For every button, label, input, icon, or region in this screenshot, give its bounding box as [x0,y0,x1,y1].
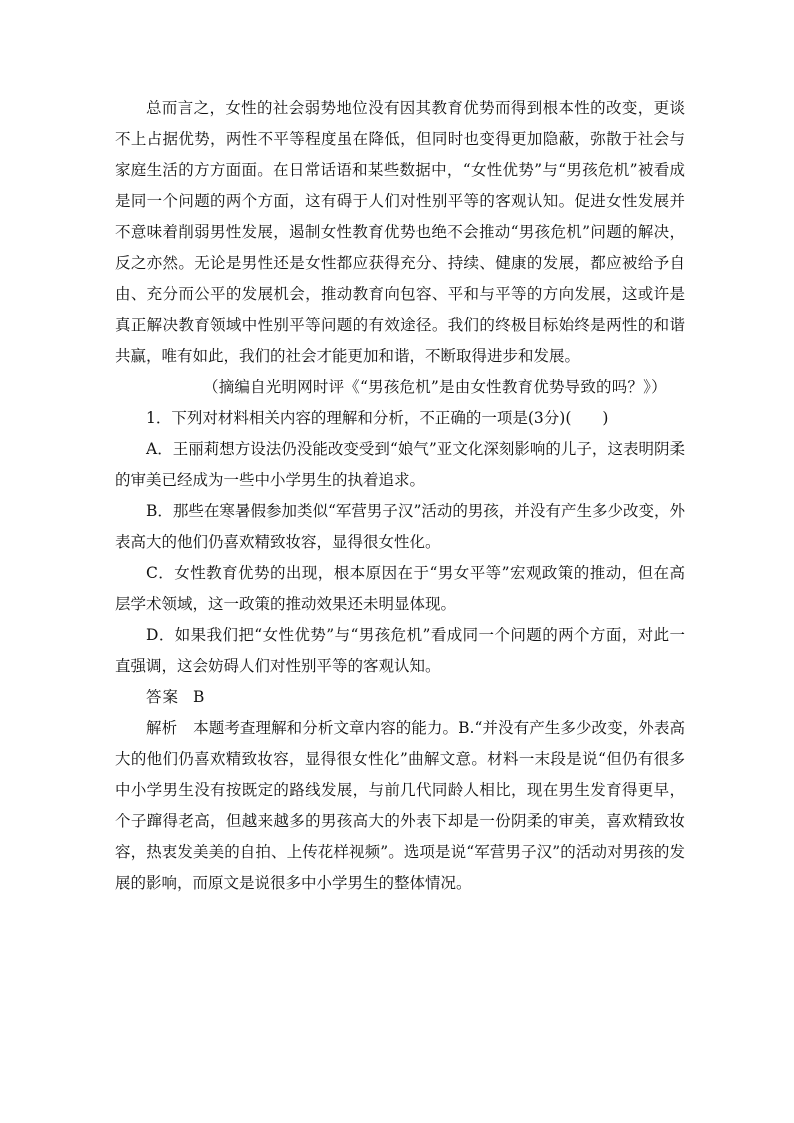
option-c: C．女性教育优势的出现，根本原因在于“男女平等”宏观政策的推动，但在高层学术领域，这一政策的推动效果还未明显体现。 [115,564,685,613]
analysis-text: 本题考查理解和分析文章内容的能力。B.“并没有产生多少改变，外表高大的他们仍喜欢精致妆容，显得很女性化”曲解文意。材料一末段是说“但仍有很多中小学男生没有按既定的路线发展，与前几代同龄人相比，现在男生发育得更早，个子蹿得老高，但越来越多的男孩高大的外表下却是一份阴柔的审美，喜欢精致妆容，热衷发美美的自拍、上传花样视频”。选项是说“军营男子汉”的活动对男孩的发展的影响，而原文是说很多中小学男生的整体情况。 [115,719,685,892]
analysis-label: 解析 [146,719,178,737]
question-stem: 1．下列对材料相关内容的理解和分析，不正确的一项是(3分)( ) [146,409,609,427]
option-b: B．那些在寒暑假参加类似“军营男子汉”活动的男孩，并没有产生多少改变，外表高大的他们仍喜欢精致妆容，显得很女性化。 [115,502,685,551]
passage-paragraph: 总而言之，女性的社会弱势地位没有因其教育优势而得到根本性的改变，更谈不上占据优势，两性不平等程度虽在降低，但同时也变得更加隐蔽，弥散于社会与家庭生活的方方面面。在日常话语和某些数据中，“女性优势”与“男孩危机”被看成是同一个问题的两个方面，这有碍于人们对性别平等的客观认知。促进女性发展并不意味着削弱男性发展，遏制女性教育优势也绝不会推动“男孩危机”问题的解决，反之亦然。无论是男性还是女性都应获得充分、持续、健康的发展，都应被给予自由、充分而公平的发展机会，推动教育向包容、平和与平等的方向发展，这或许是真正解决教育领域中性别平等问题的有效途径。我们的终极目标始终是两性的和谐共赢，唯有如此，我们的社会才能更加和谐，不断取得进步和发展。 [115,99,685,365]
option-d: D．如果我们把“女性优势”与“男孩危机”看成同一个问题的两个方面，对此一直强调，这会妨碍人们对性别平等的客观认知。 [115,626,685,675]
analysis-paragraph [115,713,685,899]
answer-line [115,682,685,713]
answer-label: 答案 [146,688,180,706]
option-a: A．王丽莉想方设法仍没能改变受到“娘气”亚文化深刻影响的儿子，这表明阴柔的审美已经成为一些中小学男生的执着追求。 [115,440,685,489]
answer-value: B [193,688,205,706]
passage-source: （摘编自光明网时评《“男孩危机”是由女性教育优势导致的吗？》） [203,378,667,396]
text-block [115,93,685,899]
